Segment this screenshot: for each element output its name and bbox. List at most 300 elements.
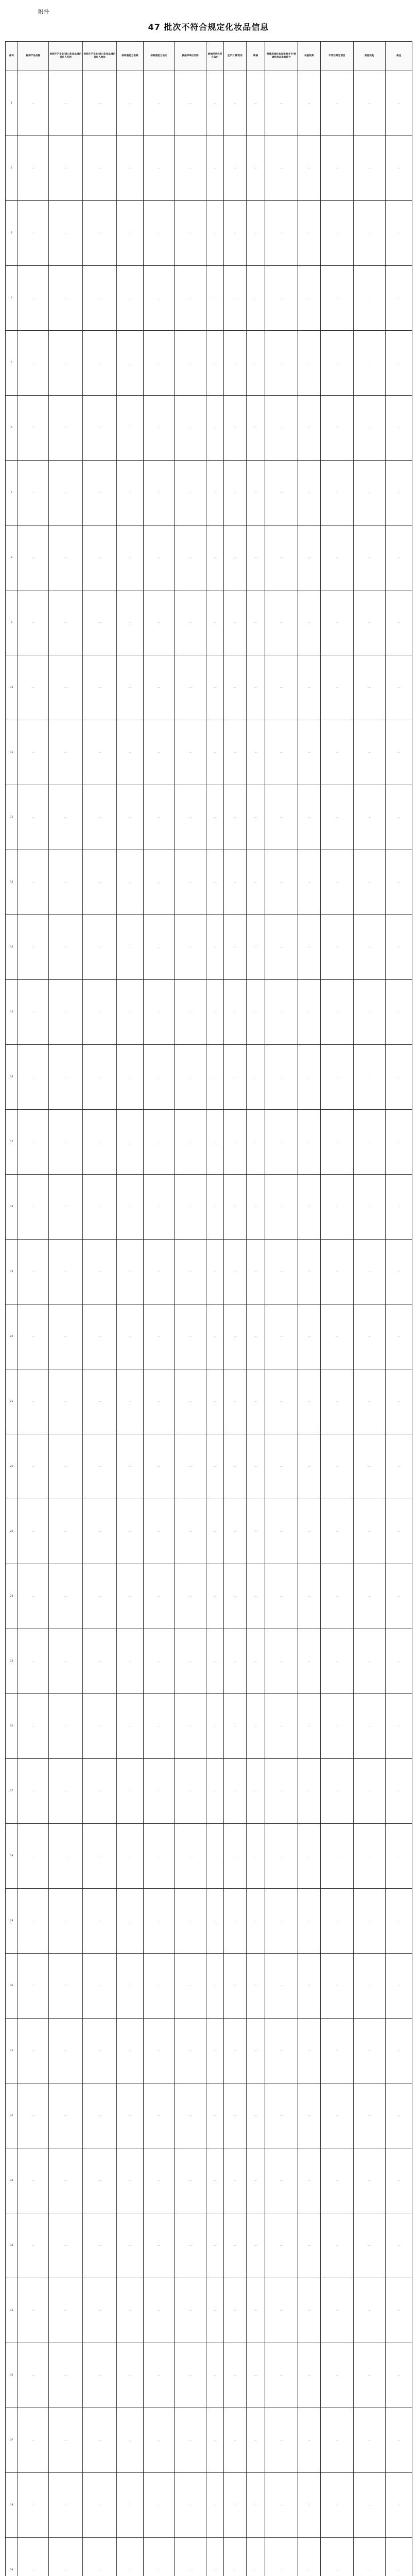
cell-address: … bbox=[83, 1240, 117, 1304]
cell-client-address: … bbox=[144, 1564, 175, 1629]
cell-item: … bbox=[321, 1564, 354, 1629]
cell-sampled-unit: … bbox=[175, 2083, 206, 2148]
cell-sampled-unit: … bbox=[175, 2343, 206, 2408]
cell-spec: … bbox=[247, 1175, 265, 1240]
table-row bbox=[6, 1824, 412, 1889]
cell-item: … bbox=[321, 2473, 354, 2538]
cell-client: … bbox=[117, 136, 144, 201]
cell-spec: … bbox=[247, 461, 265, 526]
cell-lab: … bbox=[354, 331, 386, 396]
cell-client-address: … bbox=[144, 1824, 175, 1889]
cell-name: … bbox=[18, 2343, 49, 2408]
cell-client-address: … bbox=[144, 720, 175, 785]
cell-no: 34 bbox=[6, 2213, 18, 2278]
cell-province: … bbox=[206, 850, 224, 915]
cell-address: … bbox=[83, 1889, 117, 1954]
cell-spec: … bbox=[247, 2083, 265, 2148]
cell-no: 28 bbox=[6, 1824, 18, 1889]
cell-spec: … bbox=[247, 850, 265, 915]
table-row bbox=[6, 1045, 412, 1110]
cell-name: … bbox=[18, 2213, 49, 2278]
cell-lab: … bbox=[354, 2083, 386, 2148]
cell-result: … bbox=[298, 1369, 321, 1434]
cell-result: … bbox=[298, 1824, 321, 1889]
column-header: 标称产品名称 bbox=[18, 42, 49, 71]
cell-client-address: … bbox=[144, 2019, 175, 2083]
cell-batch: … bbox=[224, 2538, 247, 2576]
cell-client-address: … bbox=[144, 850, 175, 915]
cell-item: … bbox=[321, 720, 354, 785]
cell-name: … bbox=[18, 2408, 49, 2473]
cell-spec: … bbox=[247, 1759, 265, 1824]
cell-province: … bbox=[206, 980, 224, 1045]
cell-enterprise: … bbox=[49, 2148, 83, 2213]
cell-result: … bbox=[298, 71, 321, 136]
cell-no: 5 bbox=[6, 331, 18, 396]
cell-lab: … bbox=[354, 655, 386, 720]
cell-name: … bbox=[18, 1434, 49, 1499]
cell-note: … bbox=[386, 1759, 412, 1824]
cell-approval: … bbox=[265, 590, 298, 655]
cell-client: … bbox=[117, 1759, 144, 1824]
cell-spec: … bbox=[247, 1045, 265, 1110]
cell-batch: … bbox=[224, 1824, 247, 1889]
cell-lab: … bbox=[354, 1110, 386, 1175]
cell-sampled-unit: … bbox=[175, 1889, 206, 1954]
cell-spec: … bbox=[247, 2213, 265, 2278]
cell-batch: … bbox=[224, 1759, 247, 1824]
cell-name: … bbox=[18, 1954, 49, 2019]
cell-sampled-unit: … bbox=[175, 1759, 206, 1824]
cell-client-address: … bbox=[144, 1175, 175, 1240]
cell-result: … bbox=[298, 720, 321, 785]
cell-client-address: … bbox=[144, 785, 175, 850]
cell-note: … bbox=[386, 1629, 412, 1694]
cell-item: … bbox=[321, 1304, 354, 1369]
cell-lab: … bbox=[354, 1240, 386, 1304]
cell-no: 30 bbox=[6, 1954, 18, 2019]
cell-lab: … bbox=[354, 201, 386, 266]
cell-no: 24 bbox=[6, 1564, 18, 1629]
cell-client-address: … bbox=[144, 1434, 175, 1499]
cell-lab: … bbox=[354, 1175, 386, 1240]
cell-no: 7 bbox=[6, 461, 18, 526]
cell-item: … bbox=[321, 1629, 354, 1694]
cell-province: … bbox=[206, 2083, 224, 2148]
cell-no: 26 bbox=[6, 1694, 18, 1759]
cell-sampled-unit: … bbox=[175, 2019, 206, 2083]
cell-name: … bbox=[18, 980, 49, 1045]
cell-approval: … bbox=[265, 396, 298, 461]
cell-province: … bbox=[206, 915, 224, 980]
cell-no: 23 bbox=[6, 1499, 18, 1564]
cell-enterprise: … bbox=[49, 526, 83, 590]
cell-address: … bbox=[83, 1629, 117, 1694]
cell-client-address: … bbox=[144, 331, 175, 396]
cell-batch: … bbox=[224, 1889, 247, 1954]
cell-enterprise: … bbox=[49, 461, 83, 526]
cell-no: 1 bbox=[6, 71, 18, 136]
cell-address: … bbox=[83, 1369, 117, 1434]
cell-spec: … bbox=[247, 980, 265, 1045]
table-row bbox=[6, 71, 412, 136]
cell-approval: … bbox=[265, 461, 298, 526]
cell-enterprise: … bbox=[49, 201, 83, 266]
cell-note: … bbox=[386, 2148, 412, 2213]
cell-approval: … bbox=[265, 1369, 298, 1434]
cell-client-address: … bbox=[144, 1499, 175, 1564]
cell-client: … bbox=[117, 2083, 144, 2148]
cell-spec: … bbox=[247, 1954, 265, 2019]
cell-item: … bbox=[321, 850, 354, 915]
cell-item: … bbox=[321, 2408, 354, 2473]
cell-spec: … bbox=[247, 1629, 265, 1694]
cell-province: … bbox=[206, 2538, 224, 2576]
cell-batch: … bbox=[224, 136, 247, 201]
cell-client-address: … bbox=[144, 201, 175, 266]
cell-province: … bbox=[206, 1564, 224, 1629]
cell-item: … bbox=[321, 1175, 354, 1240]
cell-enterprise: … bbox=[49, 915, 83, 980]
cell-client: … bbox=[117, 850, 144, 915]
cell-client-address: … bbox=[144, 2343, 175, 2408]
cell-lab: … bbox=[354, 1434, 386, 1499]
cell-sampled-unit: … bbox=[175, 655, 206, 720]
cell-enterprise: … bbox=[49, 136, 83, 201]
cell-name: … bbox=[18, 331, 49, 396]
cell-name: … bbox=[18, 396, 49, 461]
cell-spec: … bbox=[247, 1824, 265, 1889]
cell-client-address: … bbox=[144, 1694, 175, 1759]
cell-no: 2 bbox=[6, 136, 18, 201]
cell-enterprise: … bbox=[49, 1240, 83, 1304]
cell-approval: … bbox=[265, 2278, 298, 2343]
cell-result: … bbox=[298, 526, 321, 590]
cell-approval: … bbox=[265, 2408, 298, 2473]
table-row bbox=[6, 1889, 412, 1954]
cell-province: … bbox=[206, 1304, 224, 1369]
cell-no: 19 bbox=[6, 1240, 18, 1304]
cell-no: 15 bbox=[6, 980, 18, 1045]
cell-province: … bbox=[206, 2019, 224, 2083]
column-header: 检验结果 bbox=[298, 42, 321, 71]
table-header-row bbox=[6, 42, 412, 71]
cell-province: … bbox=[206, 1499, 224, 1564]
cell-note: … bbox=[386, 2408, 412, 2473]
cell-client-address: … bbox=[144, 461, 175, 526]
cell-batch: … bbox=[224, 915, 247, 980]
cell-approval: … bbox=[265, 2083, 298, 2148]
cell-sampled-unit: … bbox=[175, 2278, 206, 2343]
cell-client-address: … bbox=[144, 396, 175, 461]
cell-client-address: … bbox=[144, 980, 175, 1045]
cell-spec: … bbox=[247, 915, 265, 980]
cell-address: … bbox=[83, 2148, 117, 2213]
cell-enterprise: … bbox=[49, 331, 83, 396]
table-row bbox=[6, 2148, 412, 2213]
cell-result: … bbox=[298, 2473, 321, 2538]
cell-note: … bbox=[386, 655, 412, 720]
cell-note: … bbox=[386, 136, 412, 201]
cell-item: … bbox=[321, 71, 354, 136]
cell-batch: … bbox=[224, 1240, 247, 1304]
column-header: 生产日期/批号 bbox=[224, 42, 247, 71]
cell-no: 37 bbox=[6, 2408, 18, 2473]
cell-note: … bbox=[386, 1045, 412, 1110]
cell-client-address: … bbox=[144, 2408, 175, 2473]
cell-lab: … bbox=[354, 1759, 386, 1824]
cell-enterprise: … bbox=[49, 2083, 83, 2148]
cell-approval: … bbox=[265, 71, 298, 136]
cell-batch: … bbox=[224, 1175, 247, 1240]
cell-spec: … bbox=[247, 71, 265, 136]
column-header: 备注 bbox=[386, 42, 412, 71]
cell-lab: … bbox=[354, 396, 386, 461]
cell-sampled-unit: … bbox=[175, 915, 206, 980]
table-row bbox=[6, 526, 412, 590]
cell-province: … bbox=[206, 396, 224, 461]
cell-address: … bbox=[83, 1434, 117, 1499]
cell-item: … bbox=[321, 1499, 354, 1564]
cell-result: … bbox=[298, 2148, 321, 2213]
column-header: 标称生产企业/进口化妆品境内责任人名称 bbox=[49, 42, 83, 71]
cell-name: … bbox=[18, 71, 49, 136]
cell-name: … bbox=[18, 1499, 49, 1564]
cell-batch: … bbox=[224, 396, 247, 461]
table-row bbox=[6, 2278, 412, 2343]
cell-result: … bbox=[298, 2538, 321, 2576]
cell-note: … bbox=[386, 1954, 412, 2019]
cell-item: … bbox=[321, 2278, 354, 2343]
cell-result: … bbox=[298, 2408, 321, 2473]
cell-batch: … bbox=[224, 526, 247, 590]
cell-client-address: … bbox=[144, 1629, 175, 1694]
cell-province: … bbox=[206, 1824, 224, 1889]
cell-spec: … bbox=[247, 136, 265, 201]
cell-approval: … bbox=[265, 331, 298, 396]
column-header: 标称生产企业/进口化妆品境内责任人地址 bbox=[83, 42, 117, 71]
cell-note: … bbox=[386, 850, 412, 915]
cell-lab: … bbox=[354, 2408, 386, 2473]
cell-enterprise: … bbox=[49, 850, 83, 915]
cell-spec: … bbox=[247, 2343, 265, 2408]
column-header: 标称委托方名称 bbox=[117, 42, 144, 71]
cell-province: … bbox=[206, 461, 224, 526]
cell-result: … bbox=[298, 2343, 321, 2408]
cell-enterprise: … bbox=[49, 1564, 83, 1629]
cell-name: … bbox=[18, 785, 49, 850]
cell-client: … bbox=[117, 2538, 144, 2576]
attachment-label: 附件 bbox=[38, 8, 49, 15]
cell-item: … bbox=[321, 1824, 354, 1889]
cell-batch: … bbox=[224, 1434, 247, 1499]
column-header: 检验机构 bbox=[354, 42, 386, 71]
cell-name: … bbox=[18, 850, 49, 915]
cell-approval: … bbox=[265, 266, 298, 331]
cell-name: … bbox=[18, 1694, 49, 1759]
cell-approval: … bbox=[265, 1304, 298, 1369]
cell-result: … bbox=[298, 461, 321, 526]
cell-note: … bbox=[386, 1694, 412, 1759]
cell-lab: … bbox=[354, 1889, 386, 1954]
cell-result: … bbox=[298, 266, 321, 331]
cell-sampled-unit: … bbox=[175, 2473, 206, 2538]
table-row bbox=[6, 590, 412, 655]
cell-client-address: … bbox=[144, 526, 175, 590]
cell-note: … bbox=[386, 1240, 412, 1304]
cell-sampled-unit: … bbox=[175, 2538, 206, 2576]
cell-batch: … bbox=[224, 331, 247, 396]
cell-result: … bbox=[298, 1499, 321, 1564]
cell-approval: … bbox=[265, 2473, 298, 2538]
cell-client-address: … bbox=[144, 655, 175, 720]
cell-enterprise: … bbox=[49, 1629, 83, 1694]
cell-batch: … bbox=[224, 1110, 247, 1175]
cell-enterprise: … bbox=[49, 1045, 83, 1110]
cell-note: … bbox=[386, 785, 412, 850]
cell-province: … bbox=[206, 1434, 224, 1499]
cell-client: … bbox=[117, 1045, 144, 1110]
cell-note: … bbox=[386, 980, 412, 1045]
cell-client-address: … bbox=[144, 71, 175, 136]
cell-enterprise: … bbox=[49, 2538, 83, 2576]
cell-address: … bbox=[83, 1564, 117, 1629]
cell-spec: … bbox=[247, 720, 265, 785]
cell-enterprise: … bbox=[49, 1759, 83, 1824]
cell-name: … bbox=[18, 2148, 49, 2213]
cell-lab: … bbox=[354, 1954, 386, 2019]
cell-enterprise: … bbox=[49, 2473, 83, 2538]
cell-address: … bbox=[83, 266, 117, 331]
cell-item: … bbox=[321, 461, 354, 526]
table-row bbox=[6, 785, 412, 850]
cell-item: … bbox=[321, 655, 354, 720]
cell-note: … bbox=[386, 526, 412, 590]
cell-sampled-unit: … bbox=[175, 720, 206, 785]
cell-sampled-unit: … bbox=[175, 526, 206, 590]
column-header: 规格 bbox=[247, 42, 265, 71]
cell-address: … bbox=[83, 655, 117, 720]
cell-province: … bbox=[206, 2148, 224, 2213]
cell-enterprise: … bbox=[49, 1434, 83, 1499]
cell-sampled-unit: … bbox=[175, 2148, 206, 2213]
cell-note: … bbox=[386, 590, 412, 655]
cell-note: … bbox=[386, 461, 412, 526]
cell-enterprise: … bbox=[49, 2278, 83, 2343]
cell-no: 17 bbox=[6, 1110, 18, 1175]
table-row bbox=[6, 266, 412, 331]
cell-enterprise: … bbox=[49, 1369, 83, 1434]
cell-note: … bbox=[386, 915, 412, 980]
cell-sampled-unit: … bbox=[175, 136, 206, 201]
table-row bbox=[6, 1564, 412, 1629]
cell-address: … bbox=[83, 2473, 117, 2538]
cell-batch: … bbox=[224, 1304, 247, 1369]
cell-client-address: … bbox=[144, 1045, 175, 1110]
cell-result: … bbox=[298, 1110, 321, 1175]
cell-batch: … bbox=[224, 2343, 247, 2408]
cell-name: … bbox=[18, 1045, 49, 1110]
table-row bbox=[6, 1759, 412, 1824]
cell-batch: … bbox=[224, 980, 247, 1045]
cell-address: … bbox=[83, 1499, 117, 1564]
cell-name: … bbox=[18, 526, 49, 590]
cell-province: … bbox=[206, 526, 224, 590]
cell-spec: … bbox=[247, 1369, 265, 1434]
cell-result: … bbox=[298, 1175, 321, 1240]
cell-province: … bbox=[206, 1369, 224, 1434]
cell-sampled-unit: … bbox=[175, 1564, 206, 1629]
cell-client: … bbox=[117, 461, 144, 526]
cell-province: … bbox=[206, 136, 224, 201]
cell-client-address: … bbox=[144, 2148, 175, 2213]
cell-name: … bbox=[18, 2538, 49, 2576]
cell-address: … bbox=[83, 2278, 117, 2343]
cell-enterprise: … bbox=[49, 2343, 83, 2408]
cell-item: … bbox=[321, 1045, 354, 1110]
cell-spec: … bbox=[247, 590, 265, 655]
cell-result: … bbox=[298, 1240, 321, 1304]
cell-lab: … bbox=[354, 980, 386, 1045]
cell-name: … bbox=[18, 136, 49, 201]
cell-result: … bbox=[298, 1434, 321, 1499]
cell-batch: … bbox=[224, 1369, 247, 1434]
cell-approval: … bbox=[265, 136, 298, 201]
cell-item: … bbox=[321, 590, 354, 655]
cell-result: … bbox=[298, 2278, 321, 2343]
table-row bbox=[6, 2473, 412, 2538]
cell-sampled-unit: … bbox=[175, 1369, 206, 1434]
cell-item: … bbox=[321, 1889, 354, 1954]
cell-lab: … bbox=[354, 136, 386, 201]
cell-batch: … bbox=[224, 655, 247, 720]
column-header: 被抽样单位名称 bbox=[175, 42, 206, 71]
cell-batch: … bbox=[224, 720, 247, 785]
cell-client: … bbox=[117, 590, 144, 655]
cell-lab: … bbox=[354, 2278, 386, 2343]
cell-lab: … bbox=[354, 526, 386, 590]
cell-sampled-unit: … bbox=[175, 461, 206, 526]
cell-client: … bbox=[117, 71, 144, 136]
cell-name: … bbox=[18, 1564, 49, 1629]
cell-address: … bbox=[83, 720, 117, 785]
cell-client: … bbox=[117, 915, 144, 980]
cell-note: … bbox=[386, 2538, 412, 2576]
table-row bbox=[6, 2083, 412, 2148]
cell-result: … bbox=[298, 1759, 321, 1824]
cell-province: … bbox=[206, 1175, 224, 1240]
cell-client: … bbox=[117, 1564, 144, 1629]
cell-note: … bbox=[386, 2278, 412, 2343]
cell-approval: … bbox=[265, 1045, 298, 1110]
cell-item: … bbox=[321, 980, 354, 1045]
table-row bbox=[6, 850, 412, 915]
cell-enterprise: … bbox=[49, 1304, 83, 1369]
cell-client: … bbox=[117, 1110, 144, 1175]
cell-lab: … bbox=[354, 720, 386, 785]
cell-approval: … bbox=[265, 980, 298, 1045]
cell-note: … bbox=[386, 720, 412, 785]
cell-client: … bbox=[117, 2019, 144, 2083]
cell-item: … bbox=[321, 526, 354, 590]
cell-lab: … bbox=[354, 2019, 386, 2083]
cell-sampled-unit: … bbox=[175, 2213, 206, 2278]
cell-sampled-unit: … bbox=[175, 71, 206, 136]
cell-address: … bbox=[83, 2213, 117, 2278]
cell-note: … bbox=[386, 1889, 412, 1954]
cell-province: … bbox=[206, 2408, 224, 2473]
cell-spec: … bbox=[247, 201, 265, 266]
